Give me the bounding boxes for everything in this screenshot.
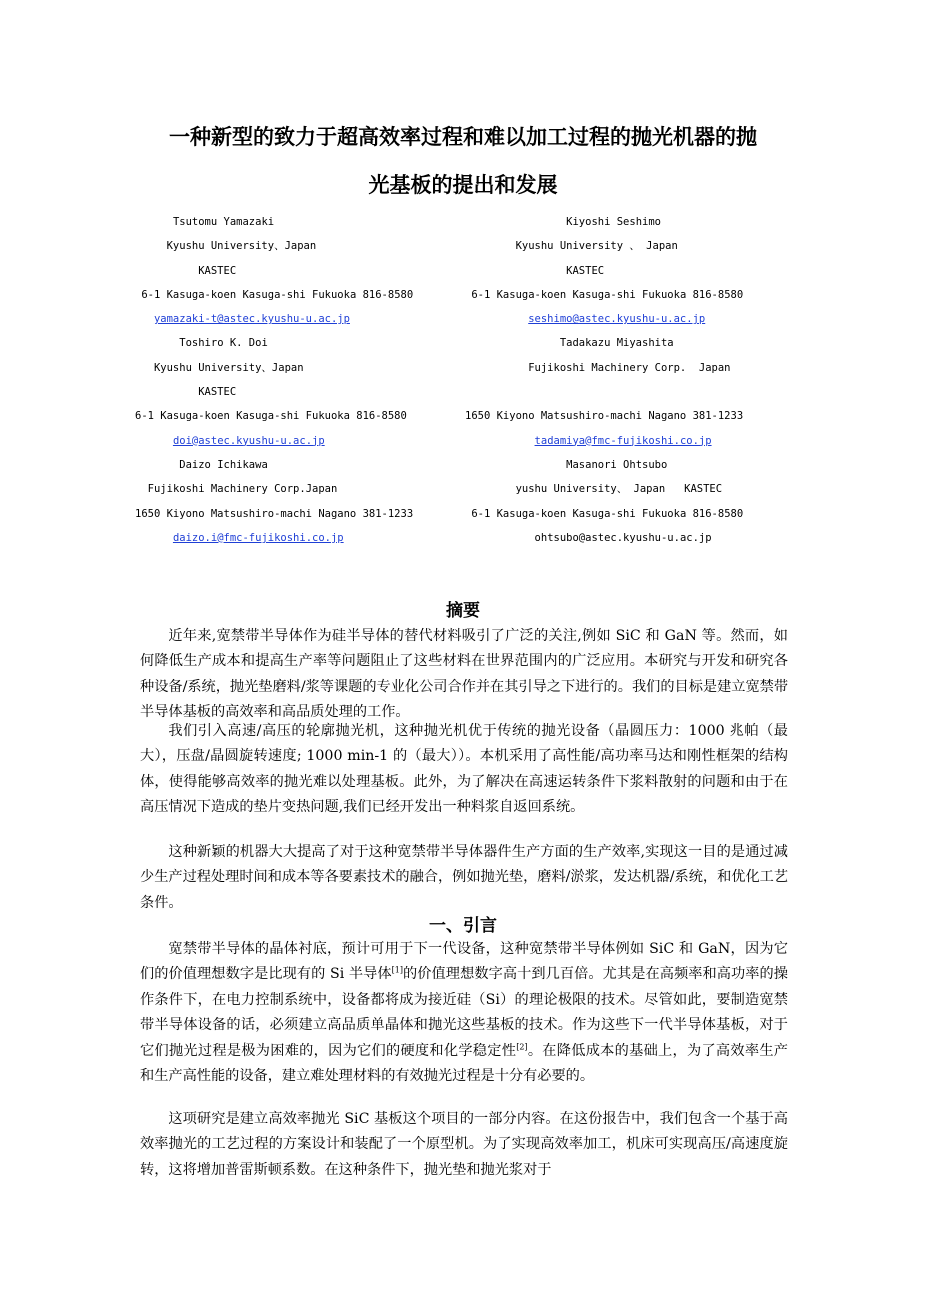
author-line — [465, 259, 795, 283]
author-line-text: Toshiro K. Doi — [179, 337, 268, 350]
author-line — [135, 210, 465, 234]
author-line — [465, 234, 795, 258]
author-line-text: Kyushu University、Japan — [166, 240, 317, 253]
author-line — [465, 307, 795, 331]
author-line — [135, 380, 465, 404]
intro-text-segment: 宽禁带半导体的晶体衬底，预计可用于下一代设备，这种宽禁带半导体例如 SiC 和 GaN，因为它们的价值理想数字是比现有的 Si 半导体 — [140, 941, 788, 983]
author-line — [135, 234, 465, 258]
abstract-heading: 摘要 — [446, 601, 480, 621]
citation-ref-1[interactable]: [1] — [391, 965, 403, 975]
intro-text-segment: 的价值理想数字高十到几百倍。尤其是在高频率和高功率的操作条件下，在电力控制系统中，设备都将成为接近硅（Si）的理论极限的技术。尽管如此，要制造宽禁带半导体设备的话，必须建立高品质单晶体和抛光这些基板的技术。作为这些下一代半导体基板，对于它们抛光过程是极为困难的，因为它们的硬度和化学稳定性 — [140, 966, 788, 1059]
author-line — [135, 502, 465, 526]
author-line — [465, 526, 795, 550]
author-line-text: 6-1 Kasuga-koen Kasuga-shi Fukuoka 816-8580 — [471, 288, 744, 301]
abstract-paragraph-2: 我们引入高速/高压的轮廓抛光机，这种抛光机优于传统的抛光设备（晶圆压力：1000 兆帕（最大），压盘/晶圆旋转速度; 1000 min-1 的（最大））。本机采用了高性能/高功率马达和刚性框架的结构体，使得能够高效率的抛光难以处理基板。此外，为了解决在高速运转条件下浆料散射的问题和由于在高压情况下造成的垫片变热问题,我们已经开发出一种料浆自返回系统。 — [140, 723, 788, 816]
author-line — [135, 526, 465, 550]
author-line — [465, 429, 795, 453]
citation-ref-2[interactable]: [2] — [516, 1041, 528, 1051]
author-line — [465, 477, 795, 501]
abstract-paragraph-3: 这种新颖的机器大大提高了对于这种宽禁带半导体器件生产方面的生产效率,实现这一目的是通过减少生产过程处理时间和成本等各要素技术的融合，例如抛光垫，磨料/淤浆，发达机器/系统，和优化工艺条件。 — [140, 844, 789, 911]
author-line-text: ohtsubo@astec.kyushu-u.ac.jp — [534, 531, 712, 544]
author-line-text: 6-1 Kasuga-koen Kasuga-shi Fukuoka 816-8580 — [471, 507, 744, 520]
author-email-link[interactable]: daizo.i@fmc-fujikoshi.co.jp — [172, 531, 344, 544]
author-line — [465, 453, 795, 477]
author-line-text: KASTEC — [566, 264, 605, 277]
author-email-link[interactable]: doi@astec.kyushu-u.ac.jp — [172, 434, 325, 447]
author-line — [135, 356, 465, 380]
author-line — [465, 356, 795, 380]
author-line — [465, 404, 795, 428]
author-line-text: 1650 Kiyono Matsushiro-machi Nagano 381-1233 — [465, 410, 744, 423]
author-column-left — [135, 210, 465, 550]
author-line — [465, 331, 795, 355]
paper-title-line-1: 一种新型的致力于超高效率过程和难以加工过程的抛光机器的抛 — [169, 125, 757, 149]
author-line-text: yushu University、 Japan KASTEC — [515, 483, 723, 496]
author-line-text: Daizo Ichikawa — [179, 458, 268, 471]
author-line — [135, 453, 465, 477]
introduction-heading: 一、引言 — [429, 916, 497, 936]
abstract-paragraph-1: 近年来,宽禁带半导体作为硅半导体的替代材料吸引了广泛的关注,例如 SiC 和 GaN 等。然而，如何降低生产成本和提高生产率等问题阻止了这些材料在世界范围内的广泛应用。本研究与开发和研究各种设备/系统，抛光垫磨料/浆等课题的专业化公司合作并在其引导之下进行的。我们的目标是建立宽禁带半导体基板的高效率和高品质处理的工作。 — [140, 628, 789, 721]
author-line-text: Fujikoshi Machinery Corp. Japan — [528, 361, 731, 374]
author-line-text: Tsutomu Yamazaki — [172, 216, 275, 228]
introduction-paragraph-1 — [140, 937, 788, 1089]
author-line-text: 6-1 Kasuga-koen Kasuga-shi Fukuoka 816-8580 — [135, 410, 407, 423]
author-line — [135, 429, 465, 453]
author-line-text: Tadakazu Miyashita — [559, 337, 674, 350]
author-line-text: 1650 Kiyono Matsushiro-machi Nagano 381-1233 — [135, 507, 414, 520]
author-line — [465, 210, 795, 234]
author-line-text: Fujikoshi Machinery Corp.Japan — [147, 483, 338, 496]
paper-title-line-2: 光基板的提出和发展 — [368, 173, 558, 197]
author-line-text: KASTEC — [198, 264, 237, 277]
author-line — [135, 307, 465, 331]
author-line — [465, 502, 795, 526]
introduction-paragraph-2: 这项研究是建立高效率抛光 SiC 基板这个项目的一部分内容。在这份报告中，我们包含一个基于高效率抛光的工艺过程的方案设计和装配了一个原型机。为了实现高效率加工，机床可实现高压/高速度旋转，这将增加普雷斯顿系数。在这种条件下，抛光垫和抛光浆对于 — [140, 1111, 788, 1178]
intro-text-segment: 。在降低成本的基础上，为了高效率生产和生产高性能的设备，建立难处理材料的有效抛光过程是十分有必要的。 — [140, 1042, 788, 1085]
author-email-link[interactable]: seshimo@astec.kyushu-u.ac.jp — [528, 313, 706, 326]
author-email-link[interactable]: yamazaki-t@astec.kyushu-u.ac.jp — [153, 313, 350, 326]
author-line — [465, 380, 795, 404]
author-line — [135, 477, 465, 501]
author-line-text: Kyushu University、Japan — [153, 361, 304, 374]
author-email-link[interactable]: tadamiya@fmc-fujikoshi.co.jp — [534, 434, 712, 447]
author-line-text: KASTEC — [198, 386, 237, 399]
author-line-text: Kyushu University 、 Japan — [515, 240, 678, 253]
author-line-text: 6-1 Kasuga-koen Kasuga-shi Fukuoka 816-8580 — [141, 288, 414, 301]
author-line-text: Kiyoshi Seshimo — [566, 216, 661, 228]
author-line — [465, 283, 795, 307]
author-line — [135, 331, 465, 355]
author-line-text: Masanori Ohtsubo — [566, 458, 668, 471]
author-line — [135, 259, 465, 283]
author-line — [135, 404, 465, 428]
author-column-right — [465, 210, 795, 550]
author-line — [135, 283, 465, 307]
